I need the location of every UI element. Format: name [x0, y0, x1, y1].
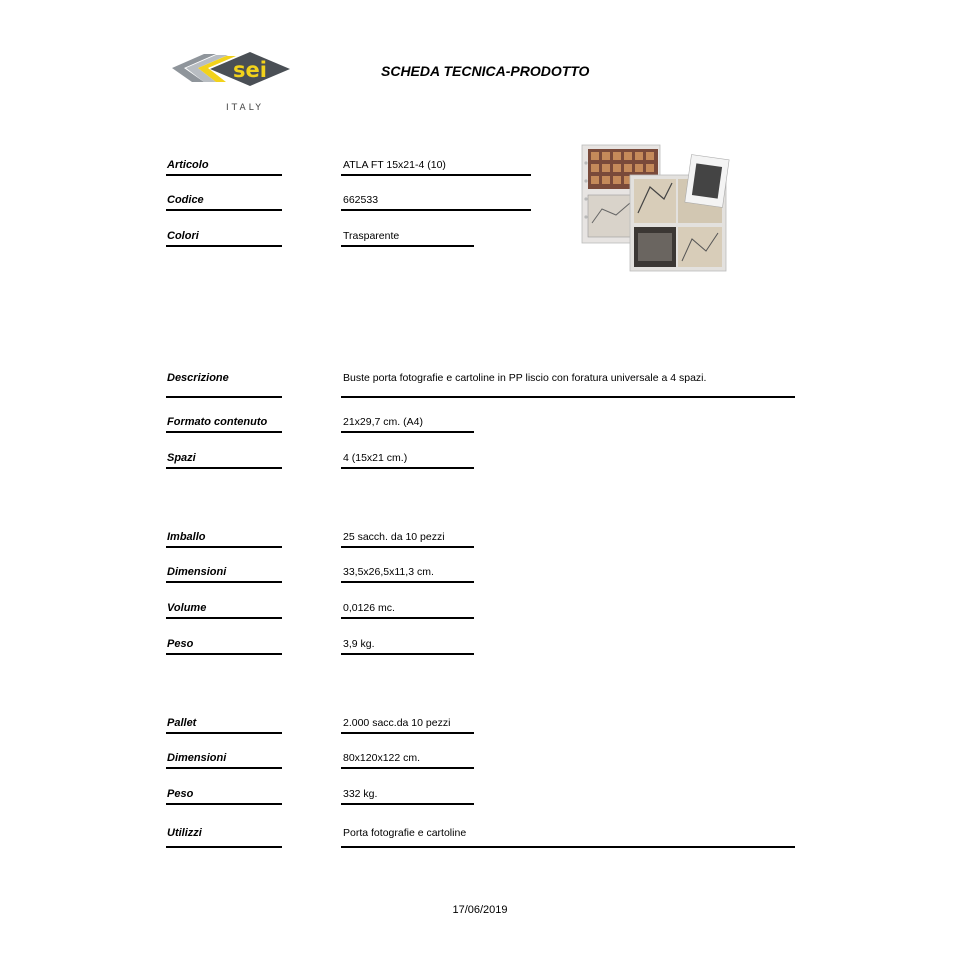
- field-label: Codice: [167, 194, 204, 206]
- field-pallet: [0, 717, 960, 747]
- field-label: Utilizzi: [167, 827, 202, 839]
- field-value: 332 kg.: [343, 788, 378, 800]
- divider: [341, 767, 474, 769]
- divider: [166, 245, 282, 247]
- divider: [166, 209, 282, 211]
- divider: [341, 467, 474, 469]
- field-volume: [0, 602, 960, 632]
- divider: [341, 617, 474, 619]
- field-value: ATLA FT 15x21-4 (10): [343, 159, 446, 171]
- field-value: 3,9 kg.: [343, 638, 375, 650]
- field-label: Colori: [167, 230, 199, 242]
- field-value: Trasparente: [343, 230, 400, 242]
- field-value: Buste porta fotografie e cartoline in PP liscio con foratura universale a 4 spazi.: [343, 372, 707, 384]
- field-formato: [0, 416, 960, 446]
- field-value: 25 sacch. da 10 pezzi: [343, 531, 445, 543]
- divider: [166, 846, 282, 848]
- divider: [166, 467, 282, 469]
- field-value: 662533: [343, 194, 379, 206]
- logo-subtitle: ITALY: [226, 103, 264, 113]
- field-spazi: [0, 452, 960, 482]
- field-label: Formato contenuto: [167, 416, 268, 428]
- field-label: Spazi: [167, 452, 196, 464]
- divider: [166, 732, 282, 734]
- footer-date: 17/06/2019: [452, 904, 508, 916]
- field-label: Articolo: [167, 159, 209, 171]
- field-peso-imballo: [0, 638, 960, 668]
- divider: [166, 581, 282, 583]
- divider: [166, 617, 282, 619]
- divider: [166, 174, 282, 176]
- field-label: Volume: [167, 602, 207, 614]
- field-value: 33,5x26,5x11,3 cm.: [343, 566, 434, 578]
- divider: [341, 732, 474, 734]
- field-dimensioni-pallet: [0, 752, 960, 782]
- field-value: 4 (15x21 cm.): [343, 452, 408, 464]
- field-dimensioni-imballo: [0, 566, 960, 596]
- divider: [166, 431, 282, 433]
- field-value: Porta fotografie e cartoline: [343, 827, 467, 839]
- field-imballo: [0, 531, 960, 561]
- field-label: Dimensioni: [167, 752, 227, 764]
- divider: [341, 396, 795, 398]
- divider: [341, 803, 474, 805]
- divider: [341, 245, 474, 247]
- divider: [166, 396, 282, 398]
- field-value: 0,0126 mc.: [343, 602, 395, 614]
- field-value: 2.000 sacc.da 10 pezzi: [343, 717, 451, 729]
- field-label: Imballo: [167, 531, 206, 543]
- divider: [341, 846, 795, 848]
- divider: [341, 581, 474, 583]
- divider: [341, 653, 474, 655]
- field-label: Peso: [167, 638, 194, 650]
- field-label: Pallet: [167, 717, 197, 729]
- field-value: 80x120x122 cm.: [343, 752, 421, 764]
- field-peso-pallet: [0, 788, 960, 818]
- field-label: Descrizione: [167, 372, 229, 384]
- field-utilizzi: [0, 827, 960, 857]
- divider: [166, 803, 282, 805]
- divider: [166, 546, 282, 548]
- divider: [341, 431, 474, 433]
- divider: [341, 209, 531, 211]
- field-label: Dimensioni: [167, 566, 227, 578]
- divider: [341, 546, 474, 548]
- page-title: SCHEDA TECNICA-PRODOTTO: [381, 63, 590, 79]
- divider: [166, 767, 282, 769]
- field-value: 21x29,7 cm. (A4): [343, 416, 423, 428]
- field-colori: [0, 230, 960, 260]
- field-label: Peso: [167, 788, 194, 800]
- logo-text: sei: [233, 58, 267, 82]
- divider: [166, 653, 282, 655]
- divider: [341, 174, 531, 176]
